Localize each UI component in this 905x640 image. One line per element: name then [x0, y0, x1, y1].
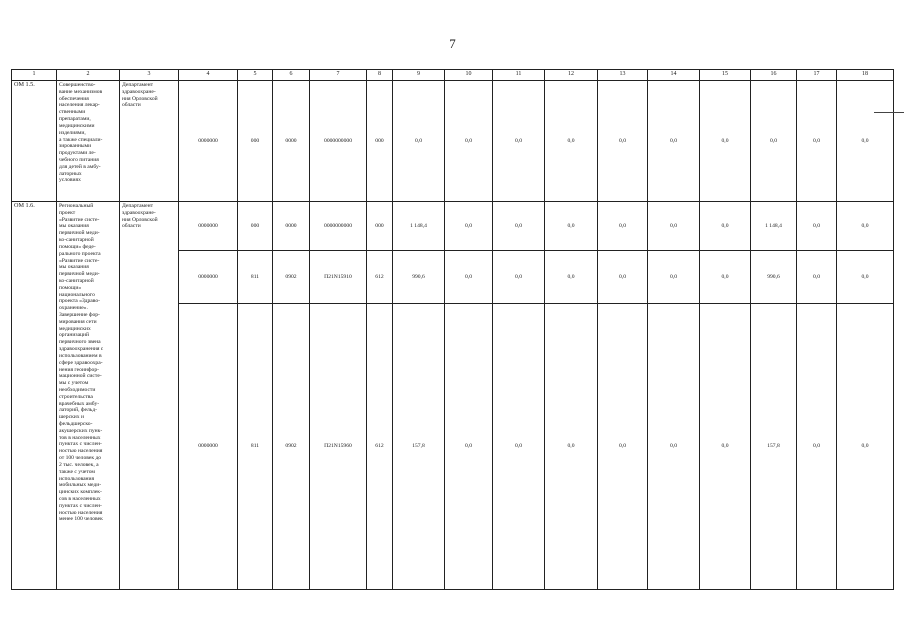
col-header-15: 15 [700, 70, 751, 81]
cell-c15: 0,0 [700, 202, 751, 251]
text-line: зированными [59, 143, 92, 150]
cell-c7: П21N15910 [310, 251, 367, 304]
text-line: мационной систе- [59, 373, 102, 380]
text-line: области [122, 102, 141, 109]
text-line: помощи» феде- [59, 243, 96, 250]
col-header-16: 16 [751, 70, 797, 81]
text-line: проект [59, 209, 76, 216]
cell-c12: 0,0 [545, 304, 598, 590]
text-line: здравоохране- [122, 88, 156, 95]
text-line: Завершение фор- [59, 312, 100, 318]
text-line: 2 тыс. человек, а [59, 461, 99, 468]
text-line: медицинских [59, 325, 91, 332]
col-header-13: 13 [598, 70, 648, 81]
cell-c15: 0,0 [700, 251, 751, 304]
text-line: первичного звена [59, 339, 101, 346]
table-row [12, 81, 894, 202]
text-line: пунктах с числен- [59, 441, 102, 448]
cell-c5: 000 [238, 202, 273, 251]
text-line: сфере здравоохра- [59, 359, 103, 366]
text-line: «Развитие систе- [59, 216, 100, 223]
cell-c18: 0,0 [837, 304, 894, 590]
cell-c10: 0,0 [445, 81, 493, 202]
text-line: строительства [59, 393, 93, 400]
description-lines [59, 82, 117, 184]
cell-c16: 157,8 [751, 304, 797, 590]
cell-c13: 0,0 [598, 81, 648, 202]
text-line: цинских комплек- [59, 489, 102, 496]
cell-c9: 0,0 [393, 81, 445, 202]
cell-c8: 000 [367, 202, 393, 251]
cell-c8: 612 [367, 304, 393, 590]
text-line: мы оказания [59, 223, 89, 230]
text-line: ния Орловской [122, 95, 158, 102]
cell-c17: 0,0 [797, 202, 837, 251]
text-line: ко-санитарной [59, 277, 94, 284]
cell-c13: 0,0 [598, 304, 648, 590]
text-line: вание механизмов [59, 88, 103, 95]
text-line: сов в населенных [59, 495, 101, 502]
cell-c10: 0,0 [445, 202, 493, 251]
text-line: Департамент [122, 82, 154, 88]
cell-c18: 0,0 [837, 202, 894, 251]
text-line: чебного питания [59, 156, 99, 163]
row-code: ОМ 1.5. [12, 81, 57, 202]
cell-c9: 157,8 [393, 304, 445, 590]
text-line: пунктах с числен- [59, 502, 102, 509]
cell-c5: 811 [238, 251, 273, 304]
cell-c16: 990,6 [751, 251, 797, 304]
text-line: для детей в амбу- [59, 163, 101, 170]
cell-c5: 000 [238, 81, 273, 202]
text-line: ния Орловской [122, 216, 158, 223]
cell-c17: 0,0 [797, 304, 837, 590]
text-line: «Развитие систе- [59, 257, 100, 264]
text-line: изделиями, [59, 129, 86, 136]
text-line: использованием в [59, 352, 102, 359]
cell-c4: 0000000 [179, 81, 238, 202]
text-line: от 100 человек до [59, 455, 102, 462]
text-line: использования [59, 475, 95, 482]
cell-c7: 0000000000 [310, 81, 367, 202]
page-number: 7 [449, 36, 456, 51]
row-code: ОМ 1.6. [12, 202, 57, 590]
text-line: Совершенство- [59, 82, 96, 88]
text-line: условиях [59, 177, 81, 184]
col-header-6: 6 [273, 70, 310, 81]
cell-c11: 0,0 [493, 251, 545, 304]
budget-table [11, 69, 894, 590]
cell-c11: 0,0 [493, 304, 545, 590]
col-header-14: 14 [648, 70, 700, 81]
cell-c11: 0,0 [493, 81, 545, 202]
cell-c16: 1 148,4 [751, 202, 797, 251]
text-line: латорий, фельд- [59, 407, 98, 414]
col-header-4: 4 [179, 70, 238, 81]
text-line: проекта «Здраво- [59, 298, 101, 305]
text-line: шерских и [59, 414, 84, 421]
col-header-5: 5 [238, 70, 273, 81]
cell-c7: 0000000000 [310, 202, 367, 251]
cell-c13: 0,0 [598, 202, 648, 251]
cell-c10: 0,0 [445, 251, 493, 304]
text-line: первичной меди- [59, 230, 100, 237]
cell-c16: 0,0 [751, 81, 797, 202]
cell-c9: 1 148,4 [393, 202, 445, 251]
cell-c15: 0,0 [700, 304, 751, 590]
text-line: менее 100 человек [59, 516, 103, 523]
cell-c9: 990,6 [393, 251, 445, 304]
row-description [57, 81, 120, 202]
cell-c7: П21N15960 [310, 304, 367, 590]
cell-c6: 0902 [273, 251, 310, 304]
cell-c6: 0000 [273, 202, 310, 251]
text-line: акушерских пунк- [59, 427, 103, 434]
text-line: мобильных меди- [59, 482, 102, 489]
text-line: ственными [59, 109, 86, 116]
cell-c14: 0,0 [648, 81, 700, 202]
text-line: области [122, 223, 141, 230]
text-line: также с учетом [59, 468, 95, 475]
text-line: помощи» [59, 284, 82, 291]
row-executor [120, 81, 179, 202]
text-line: обеспечения [59, 95, 89, 102]
cell-c18: 0,0 [837, 81, 894, 202]
text-line: мы с учетом [59, 380, 89, 387]
column-number-row [12, 70, 894, 81]
text-line: необходимости [59, 386, 96, 393]
text-line: а также специали- [59, 136, 103, 143]
col-header-9: 9 [393, 70, 445, 81]
executor-lines [122, 82, 176, 109]
col-header-2: 2 [57, 70, 120, 81]
cell-c10: 0,0 [445, 304, 493, 590]
cell-c8: 612 [367, 251, 393, 304]
scan-artifact-line [874, 112, 904, 113]
row-description [57, 202, 120, 590]
text-line: ко-санитарной [59, 237, 94, 244]
text-line: врачебных амбу- [59, 400, 100, 407]
text-line: препаратами, [59, 116, 91, 123]
cell-c4: 0000000 [179, 304, 238, 590]
text-line: Департамент [122, 203, 154, 209]
col-header-3: 3 [120, 70, 179, 81]
cell-c6: 0000 [273, 81, 310, 202]
text-line: латорных [59, 170, 82, 177]
cell-c17: 0,0 [797, 81, 837, 202]
executor-lines [122, 203, 176, 230]
cell-c17: 0,0 [797, 251, 837, 304]
text-line: медицинскими [59, 122, 95, 129]
text-line: организаций [59, 332, 90, 339]
col-header-7: 7 [310, 70, 367, 81]
cell-c13: 0,0 [598, 251, 648, 304]
col-header-12: 12 [545, 70, 598, 81]
table-row [12, 202, 894, 251]
text-line: здравоохранения с [59, 346, 104, 353]
text-line: нения геоинфор- [59, 366, 100, 373]
cell-c6: 0902 [273, 304, 310, 590]
col-header-8: 8 [367, 70, 393, 81]
col-header-17: 17 [797, 70, 837, 81]
cell-c11: 0,0 [493, 202, 545, 251]
cell-c18: 0,0 [837, 251, 894, 304]
cell-c4: 0000000 [179, 251, 238, 304]
text-line: мы оказания [59, 264, 89, 271]
text-line: продуктами ле- [59, 150, 96, 157]
text-line: национального [59, 291, 95, 298]
cell-c12: 0,0 [545, 81, 598, 202]
text-line: мирования сети [59, 318, 97, 325]
col-header-18: 18 [837, 70, 894, 81]
row-executor [120, 202, 179, 590]
cell-c15: 0,0 [700, 81, 751, 202]
cell-c14: 0,0 [648, 202, 700, 251]
cell-c12: 0,0 [545, 251, 598, 304]
cell-c8: 000 [367, 81, 393, 202]
text-line: населения лекар- [59, 102, 100, 109]
cell-c5: 811 [238, 304, 273, 590]
cell-c14: 0,0 [648, 304, 700, 590]
text-line: фельдшерско- [59, 421, 93, 427]
text-line: здравоохране- [122, 209, 156, 216]
text-line: рального проекта [59, 250, 101, 257]
text-line: тов в населенных [59, 434, 101, 441]
col-header-1: 1 [12, 70, 57, 81]
col-header-10: 10 [445, 70, 493, 81]
text-line: ностью населения [59, 509, 103, 516]
col-header-11: 11 [493, 70, 545, 81]
cell-c12: 0,0 [545, 202, 598, 251]
text-line: ностью населения [59, 448, 103, 455]
text-line: охранение». [59, 305, 88, 312]
text-line: первичной меди- [59, 271, 100, 278]
cell-c4: 0000000 [179, 202, 238, 251]
description-lines [59, 203, 117, 523]
cell-c14: 0,0 [648, 251, 700, 304]
text-line: Региональный [59, 203, 94, 209]
